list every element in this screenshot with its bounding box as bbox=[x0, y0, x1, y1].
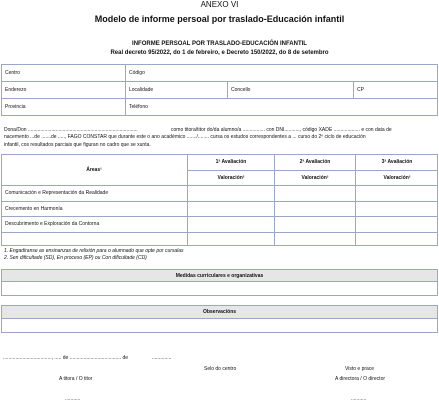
area-row-2: Crecemento en Harmonía bbox=[5, 206, 63, 212]
statement-line-3: infantil, cos resultados parciais que figuran no cadro que se xunta. bbox=[4, 142, 151, 148]
enderezo-label: Enderezo bbox=[5, 87, 27, 93]
footnote-1: 1. Engadiranse as ensinanzas de relixión para o alumnado que opte por cursalas bbox=[4, 248, 184, 254]
localidade-label: Localidade bbox=[129, 87, 154, 93]
valoracion-2-header: Valoración² bbox=[301, 175, 329, 181]
visto-label: Visto e prace bbox=[345, 366, 375, 372]
codigo-label: Código bbox=[129, 70, 145, 76]
concello-label: Concello bbox=[231, 87, 251, 93]
centro-label: Centro bbox=[5, 70, 21, 76]
medidas-header: Medidas curriculares e organizativas bbox=[175, 273, 264, 279]
statement-line-1a: Dona/Don ............................................................................... bbox=[4, 127, 138, 133]
valoracion-1-header: Valoración² bbox=[217, 175, 245, 181]
footnote-2: 2. Sen dificultade (SD), En proceso (EP) ou Con dificultade (CD) bbox=[4, 255, 147, 261]
eval-2-header: 2ª Avaliación bbox=[299, 159, 331, 165]
area-row-1: Comunicación e Representación da Realidade bbox=[5, 190, 109, 196]
titor-signature-dots: ........... bbox=[65, 396, 81, 402]
observacions-header: Observacións bbox=[202, 309, 237, 315]
area-row-3: Descubrimento e Exploración da Contorna bbox=[5, 221, 100, 227]
statement-line-2: nacemento ...de .......de ....., FAGO CONSTAR que durante este o ano académico ......./........ cursa os estudos correspondentes a ... curso do 2º ciclo de educación bbox=[4, 134, 366, 140]
date-line-year: .............. bbox=[152, 355, 172, 361]
provincia-label: Provincia bbox=[5, 104, 26, 110]
cp-label: CP bbox=[357, 87, 364, 93]
decree-line: Real decreto 95/2022, do 1 de febreiro, e Decreto 150/2022, do 8 de setembro bbox=[110, 50, 329, 56]
statement-line-1b: como titora/titor do/da alumno/a ................ con DNI..........., código XADE ................... e con data de bbox=[171, 127, 392, 133]
annex-label: ANEXO VI bbox=[200, 0, 239, 9]
eval-1-header: 1ª Avaliación bbox=[215, 159, 247, 165]
director-label: A directora / O director bbox=[335, 376, 386, 382]
eval-3-header: 3ª Avaliación bbox=[381, 159, 413, 165]
director-signature-dots: ........... bbox=[351, 396, 367, 402]
page-title: Modelo de informe persoal por traslado-Educación infantil bbox=[94, 14, 345, 24]
valoracion-3-header: Valoración² bbox=[383, 175, 411, 181]
areas-header: Áreas¹ bbox=[86, 167, 102, 173]
seal-label: Selo do centro bbox=[204, 366, 237, 372]
report-subtitle: INFORME PERSOAL POR TRASLADO-EDUCACIÓN INFANTIL bbox=[132, 41, 307, 47]
titor-label: A titora / O titor bbox=[59, 376, 93, 382]
date-line: ..................................., ..... de ..................................... de bbox=[3, 355, 129, 361]
telefono-label: Teléfono bbox=[129, 104, 148, 110]
